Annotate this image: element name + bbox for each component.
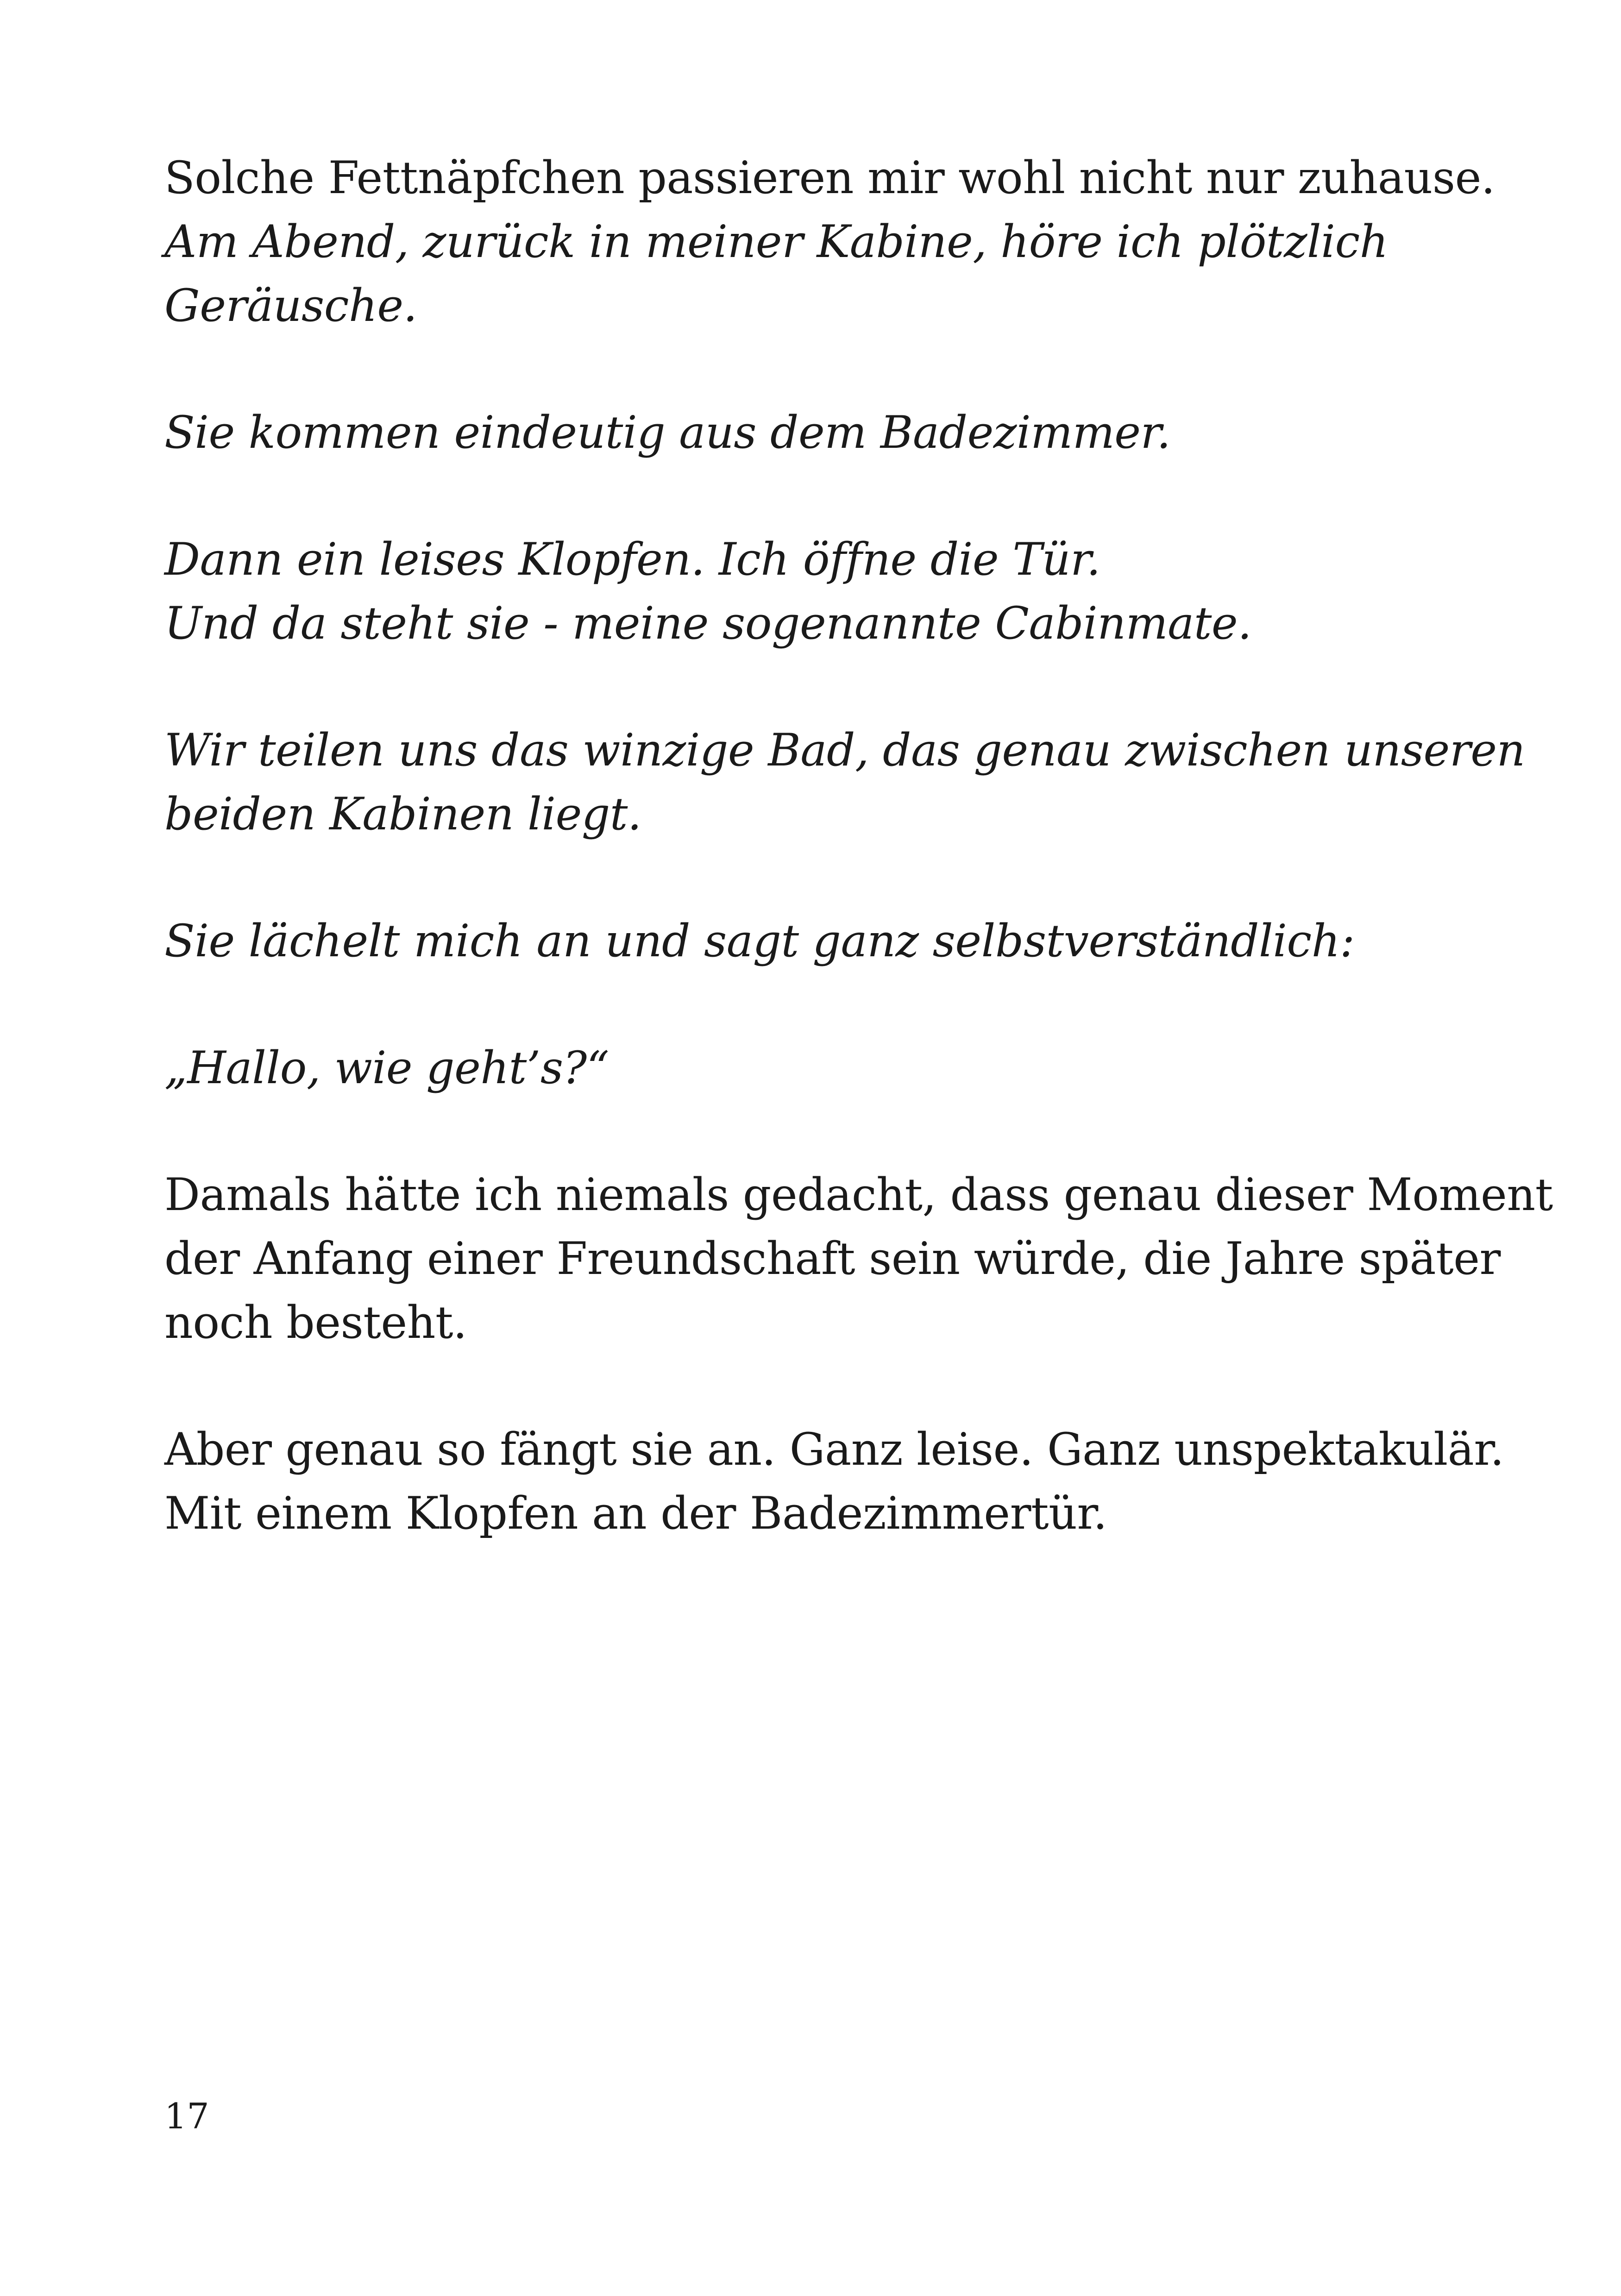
text-line: Geräusche.: [164, 280, 417, 332]
text-line: der Anfang einer Freundschaft sein würde, die Jahre später: [164, 1233, 1501, 1285]
text-line: Damals hätte ich niemals gedacht, dass genau dieser Moment: [164, 1169, 1553, 1221]
paragraph-4: [164, 718, 1525, 846]
text-line: beiden Kabinen liegt.: [164, 788, 641, 840]
text-line: noch besteht.: [164, 1297, 467, 1349]
text-line: Und da steht sie - meine sogenannte Cabinmate.: [164, 597, 1252, 649]
paragraph-1: [164, 146, 1508, 338]
paragraph-7: [164, 1163, 1553, 1355]
text-line: „Hallo, wie geht’s?“: [164, 1042, 609, 1094]
paragraph-6: [164, 1036, 1508, 1100]
text-line: Aber genau so fängt sie an. Ganz leise. Ganz unspektakulär.: [164, 1424, 1504, 1475]
page-body: [164, 146, 1553, 1608]
page-number: 17: [164, 2095, 209, 2137]
text-line: Dann ein leises Klopfen. Ich öffne die Tür.: [164, 533, 1100, 585]
text-line: Sie kommen eindeutig aus dem Badezimmer.: [164, 407, 1171, 458]
text-line: Mit einem Klopfen an der Badezimmertür.: [164, 1487, 1107, 1539]
text-line: Sie lächelt mich an und sagt ganz selbstverständlich:: [164, 915, 1355, 967]
paragraph-5: [164, 909, 1508, 973]
text-line: Wir teilen uns das winzige Bad, das genau zwischen unseren: [164, 724, 1525, 776]
paragraph-3: [164, 527, 1508, 655]
paragraph-2: [164, 401, 1508, 464]
text-line: Am Abend, zurück in meiner Kabine, höre ich plötzlich: [164, 216, 1389, 268]
paragraph-8: [164, 1418, 1508, 1545]
text-line: Solche Fettnäpfchen passieren mir wohl nicht nur zuhause.: [164, 152, 1495, 204]
